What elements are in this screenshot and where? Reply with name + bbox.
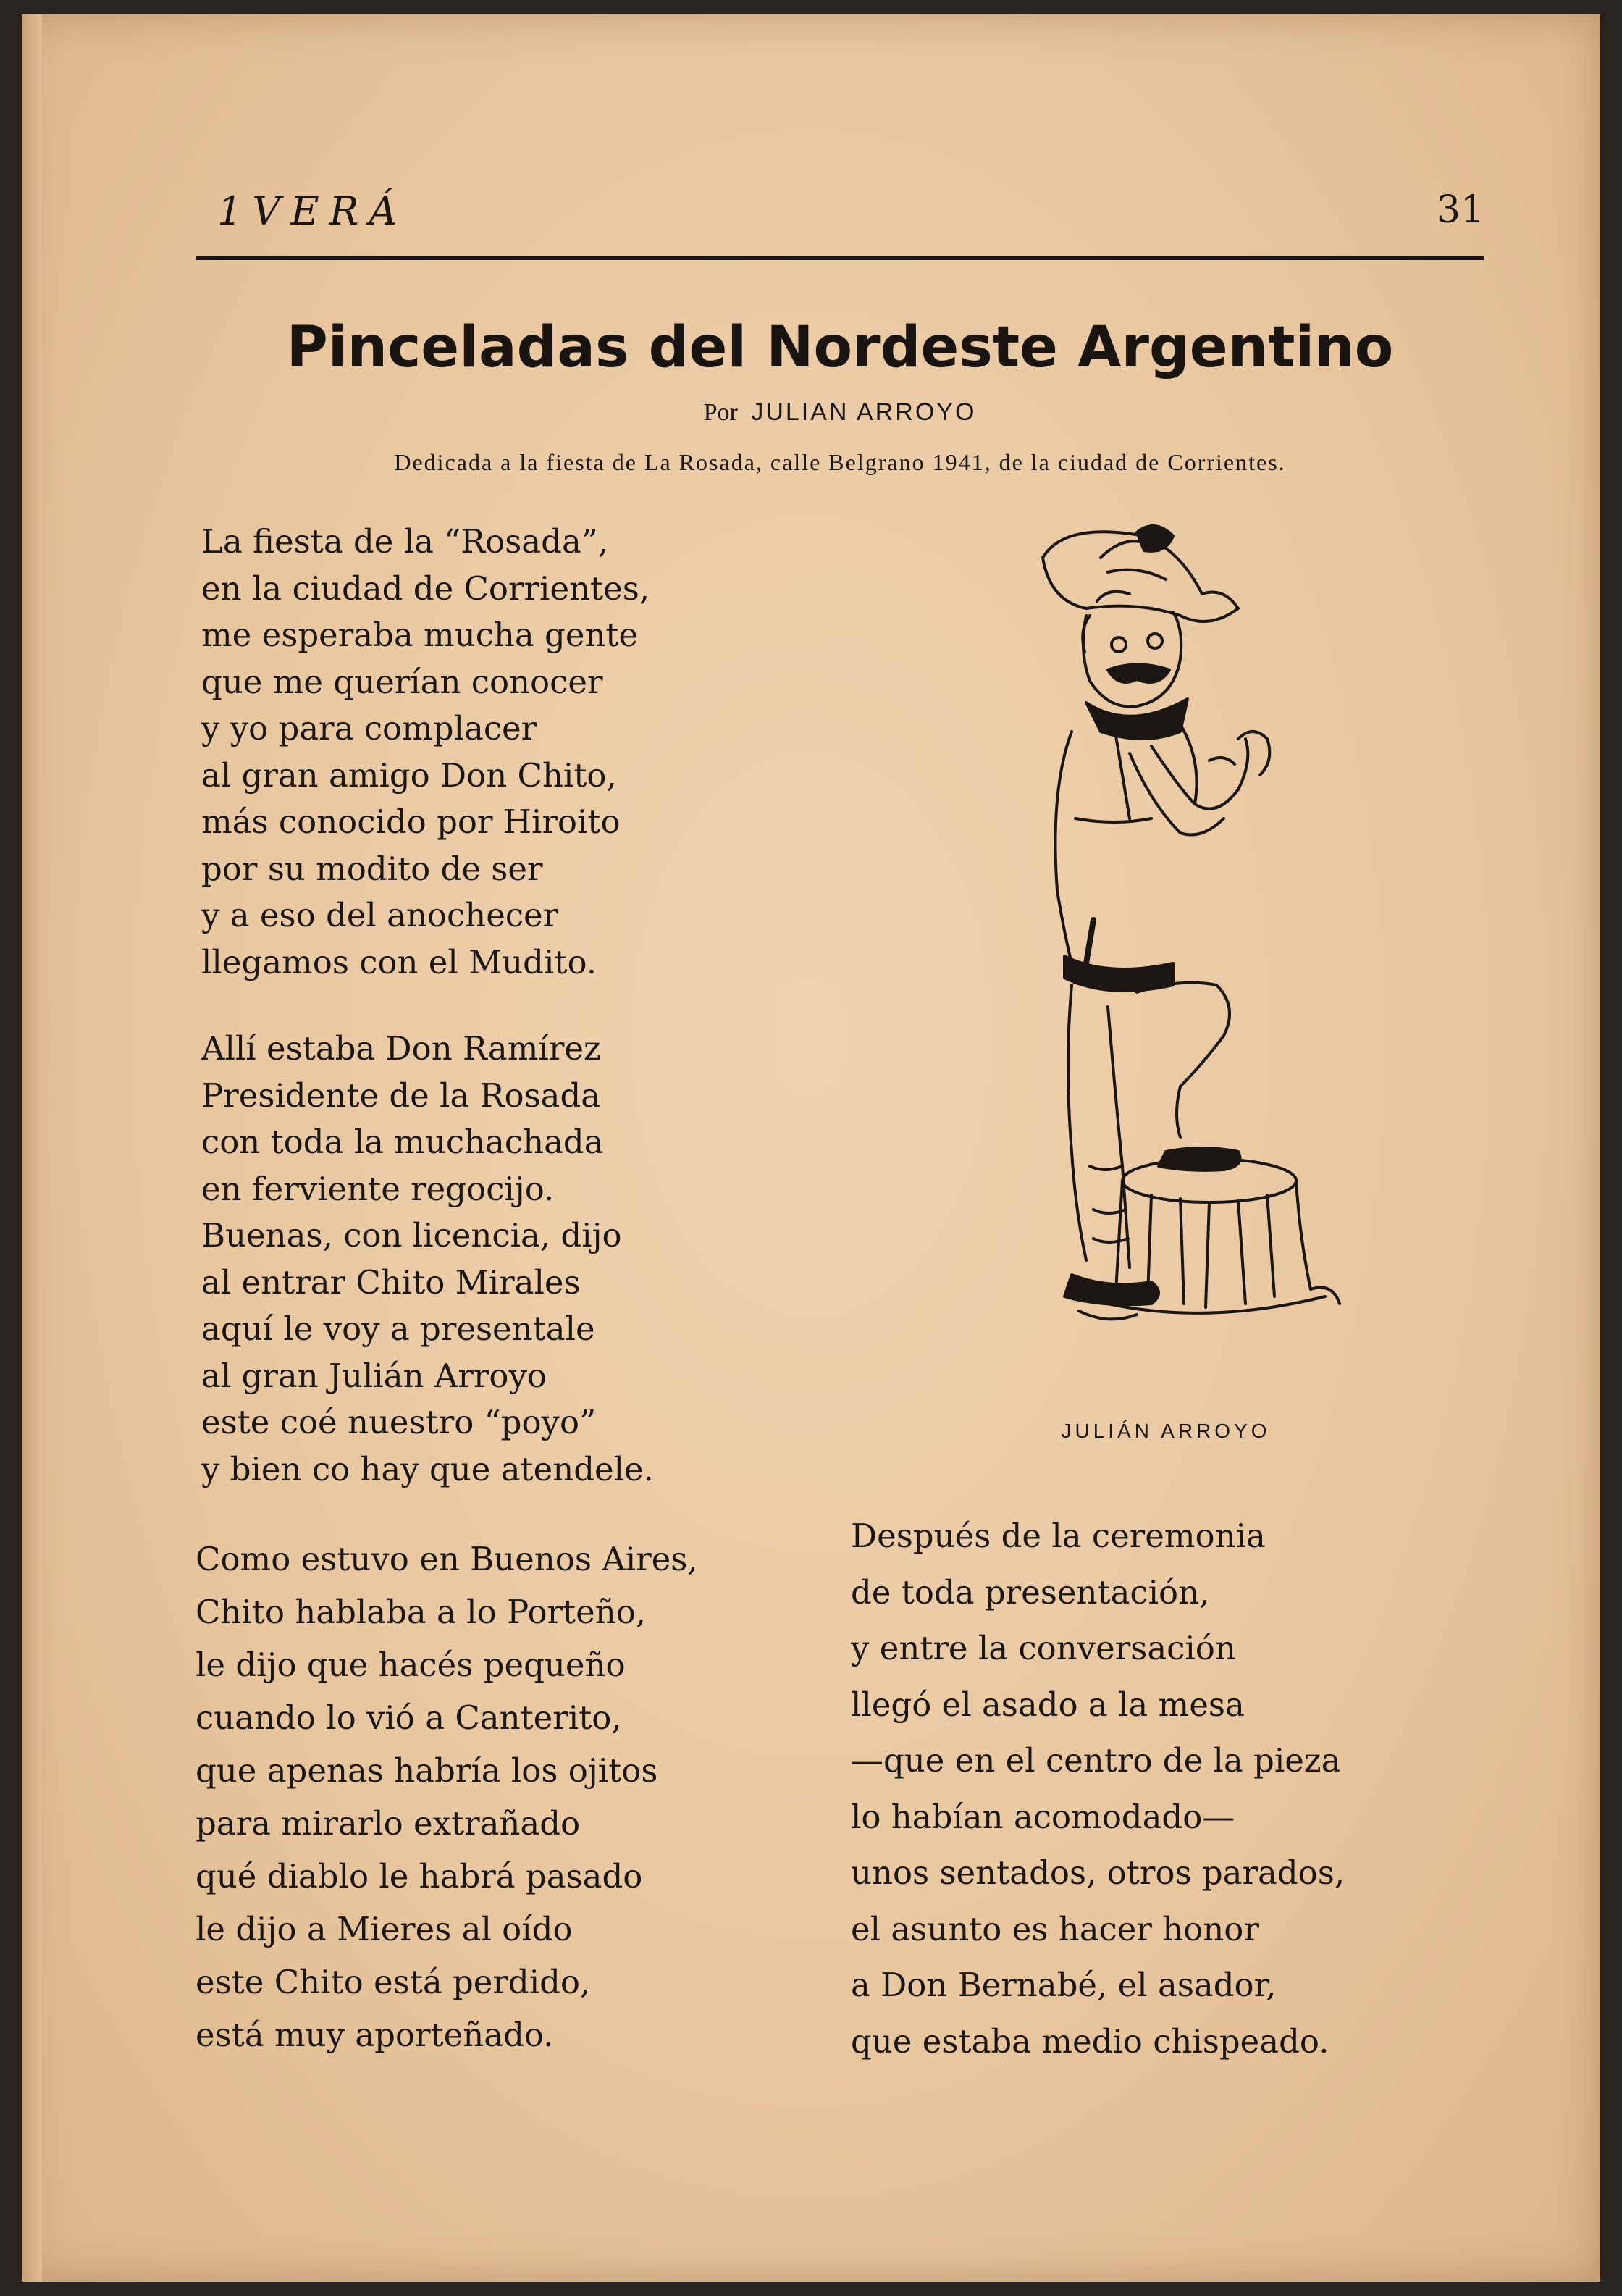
byline-author: JULIAN ARROYO	[751, 398, 977, 426]
magazine-page	[22, 14, 1600, 2282]
poem-line: me esperaba mucha gente	[201, 616, 639, 654]
poem-line: —que en el centro de la pieza	[851, 1741, 1341, 1780]
poem-line: al gran Julián Arroyo	[201, 1356, 547, 1395]
poem-line: para mirarlo extrañado	[196, 1804, 581, 1843]
poem-line: y yo para complacer	[201, 709, 537, 747]
dedication: Dedicada a la fiesta de La Rosada, calle Belgrano 1941, de la ciudad de Corrientes.	[394, 449, 1286, 475]
poem-line: Presidente de la Rosada	[201, 1076, 601, 1115]
poem-line: al gran amigo Don Chito,	[201, 755, 617, 795]
poem-line: que apenas habría los ojitos	[196, 1751, 658, 1790]
poem-line: que me querían conocer	[201, 662, 603, 701]
gaucho-illustration	[963, 514, 1369, 1398]
page-number: 31	[1436, 188, 1484, 232]
stanza-4	[851, 1508, 1345, 2069]
page-header	[196, 188, 1484, 254]
poem-line: con toda la muchachada	[201, 1123, 604, 1161]
poem-line: le dijo a Mieres al oído	[196, 1910, 573, 1948]
byline-prefix: Por	[703, 399, 738, 426]
header-rule	[196, 256, 1484, 260]
poem-line: llegamos con el Mudito.	[201, 942, 597, 981]
poem-line: a Don Bernabé, el asador,	[851, 1966, 1277, 2004]
poem-line: lo habían acomodado—	[851, 1797, 1235, 1836]
poem-line: en la ciudad de Corrientes,	[201, 569, 650, 608]
poem-line: La fiesta de la “Rosada”,	[201, 522, 609, 561]
article-title: Pinceladas del Nordeste Argentino	[286, 315, 1394, 380]
poem-line: Después de la ceremonia	[851, 1517, 1266, 1555]
poem-line: aquí le voy a presentale	[201, 1310, 595, 1348]
poem-line: llegó el asado a la mesa	[851, 1685, 1245, 1724]
poem-line: este Chito está perdido,	[196, 1963, 591, 2001]
stanza-1	[201, 519, 650, 986]
poem-line: Allí estaba Don Ramírez	[201, 1029, 601, 1068]
poem-line: de toda presentación,	[851, 1572, 1210, 1612]
poem-line: cuando lo vió a Canterito,	[196, 1698, 622, 1737]
poem-line: este coé nuestro “poyo”	[201, 1403, 597, 1441]
poem-line: en ferviente regocijo.	[201, 1169, 555, 1208]
poem-line: Chito hablaba a lo Porteño,	[196, 1593, 647, 1631]
poem-line: más conocido por Hiroito	[201, 803, 621, 841]
stanza-3	[196, 1533, 698, 2061]
poem-line: unos sentados, otros parados,	[851, 1853, 1345, 1892]
poem-line: el asunto es hacer honor	[851, 1909, 1259, 1948]
poem-line: y bien co hay que atendele.	[201, 1449, 654, 1488]
page-spine-shadow	[22, 14, 42, 2282]
poem-line: Buenas, con licencia, dijo	[201, 1216, 622, 1254]
poem-line: que estaba medio chispeado.	[851, 2021, 1329, 2061]
poem-line: Como estuvo en Buenos Aires,	[196, 1540, 698, 1578]
magazine-name: 1VERÁ	[217, 188, 408, 234]
byline	[196, 398, 1484, 427]
poem-line: está muy aporteñado.	[196, 2016, 554, 2054]
poem-line: por su modito de ser	[201, 849, 543, 888]
poem-line: le dijo que hacés pequeño	[196, 1646, 626, 1684]
poem-line: al entrar Chito Mirales	[201, 1262, 581, 1302]
stanza-2	[201, 1026, 654, 1493]
poem-line: y a eso del anochecer	[201, 896, 559, 934]
poem-line: y entre la conversación	[851, 1629, 1236, 1667]
illustration-caption: JULIÁN ARROYO	[1061, 1420, 1271, 1442]
poem-line: qué diablo le habrá pasado	[196, 1857, 643, 1895]
